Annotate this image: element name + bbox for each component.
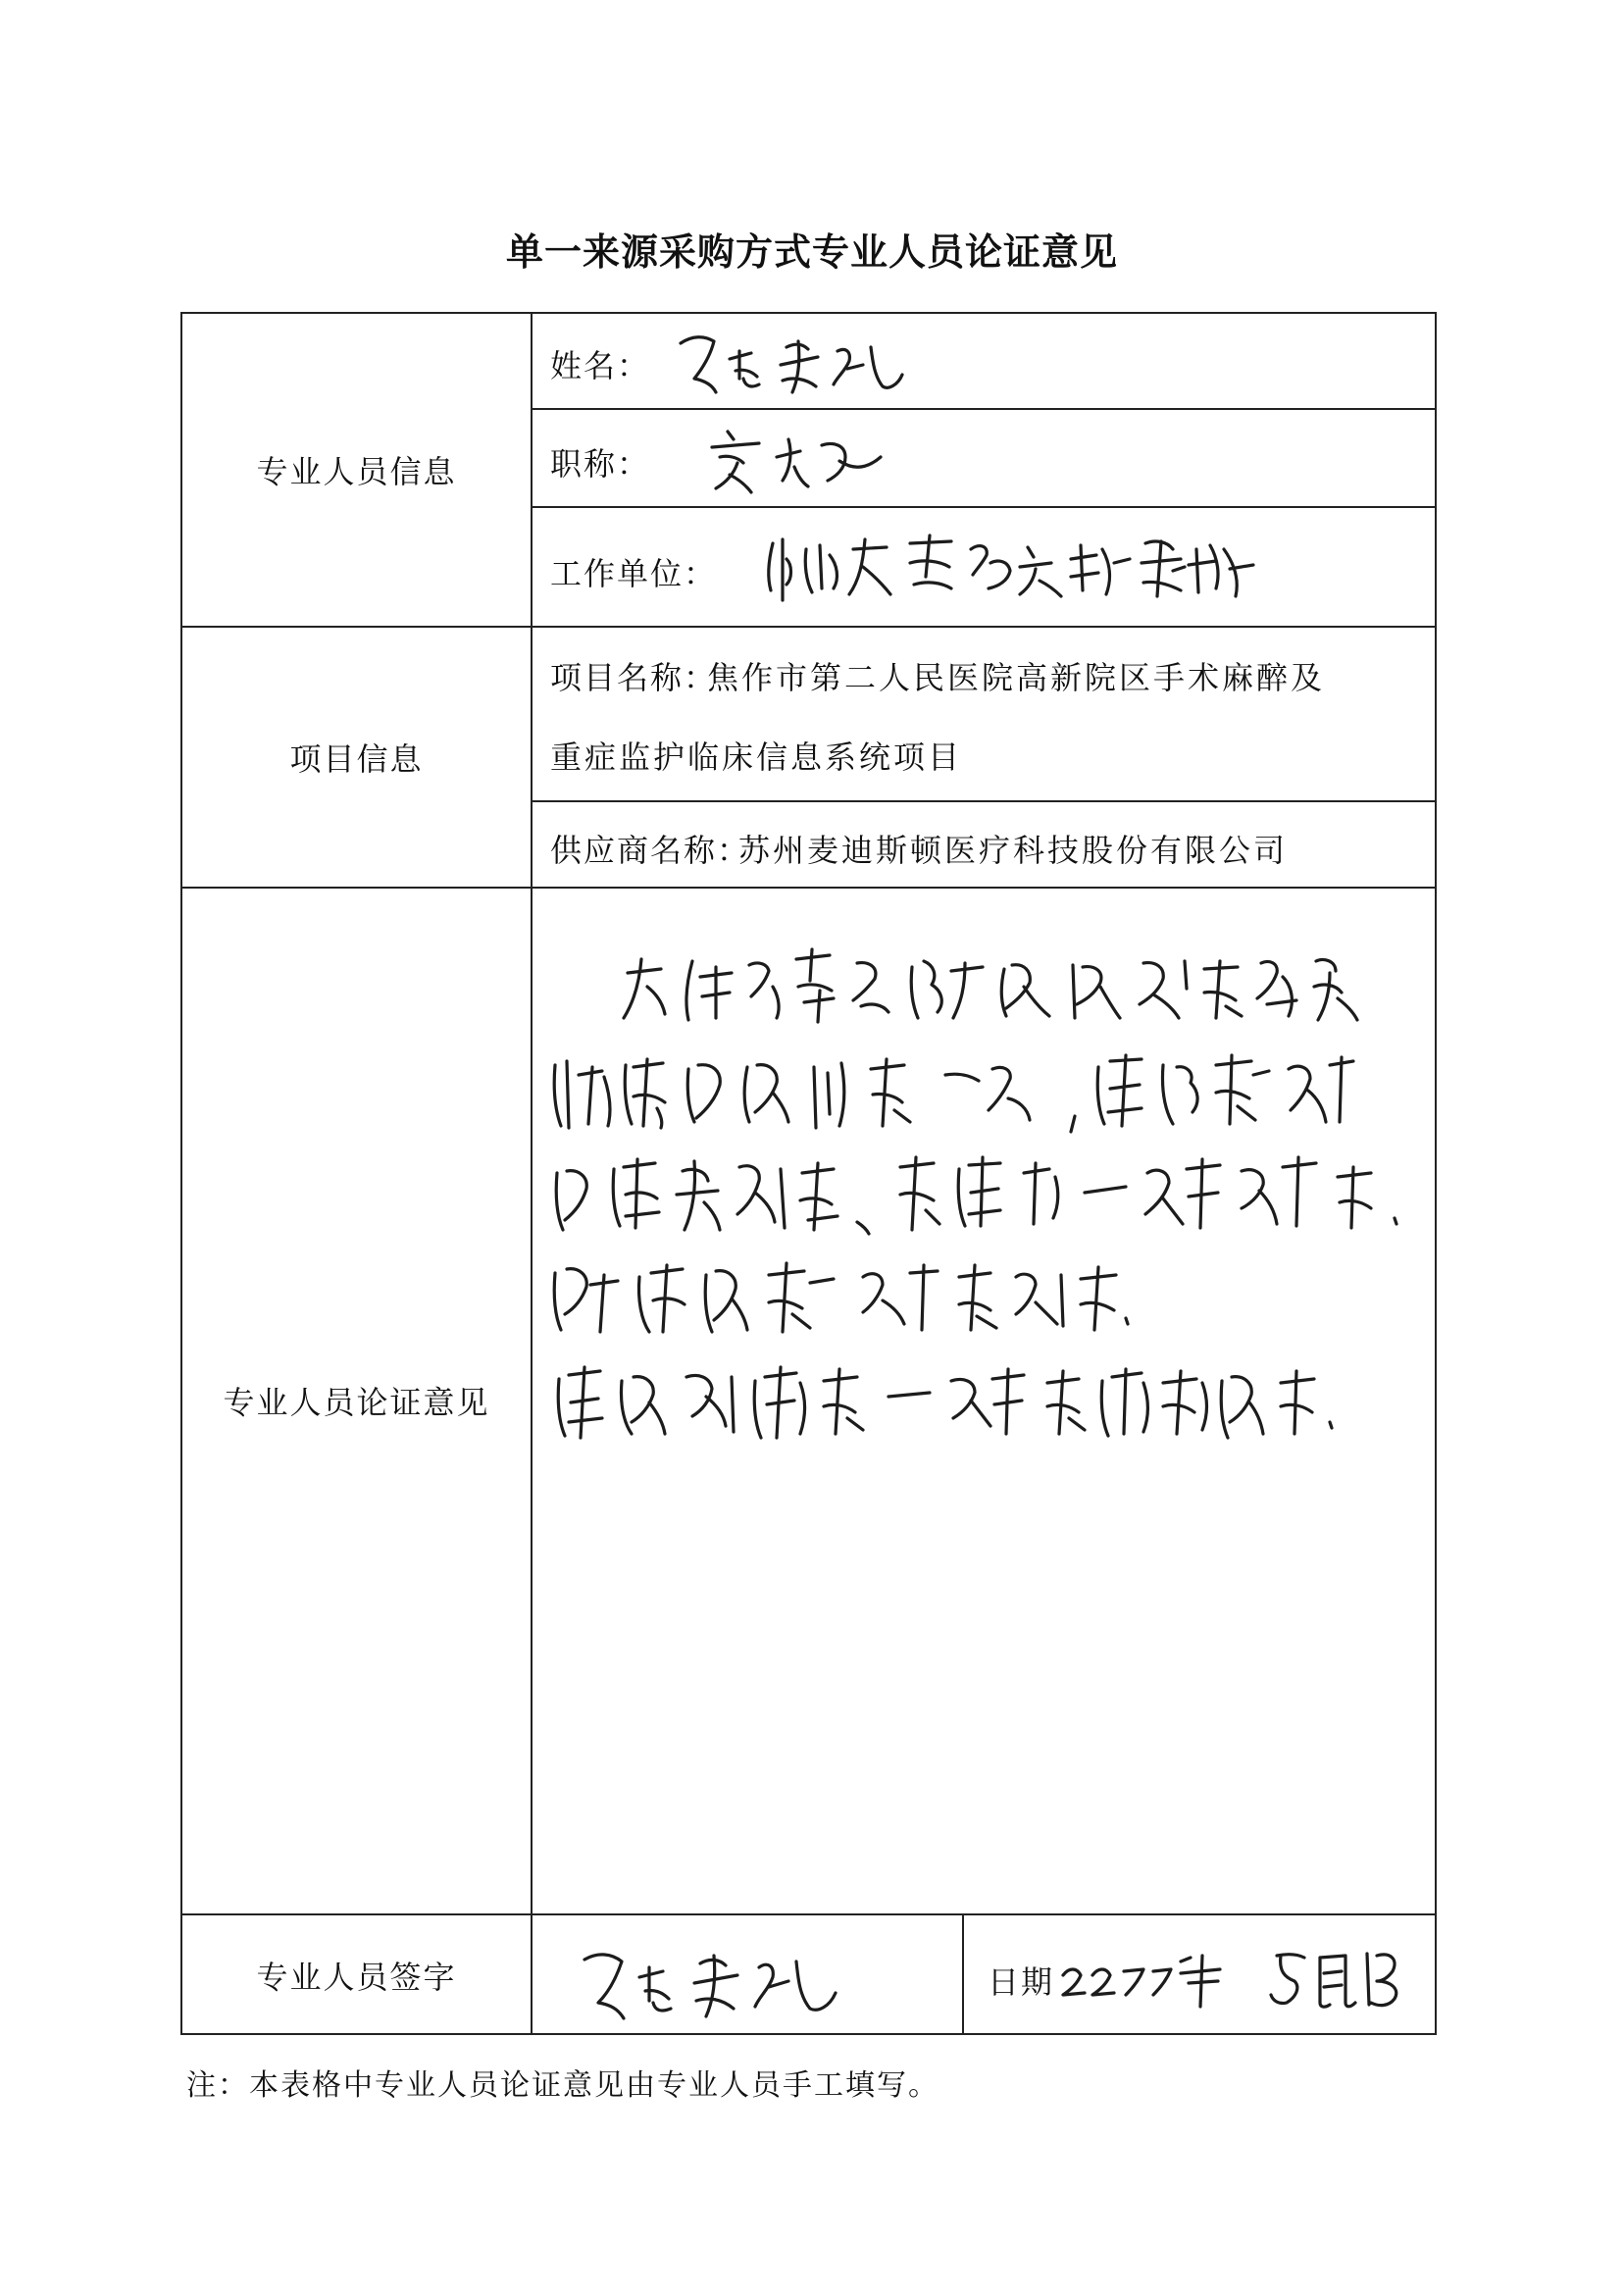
title-label: 职称： <box>550 445 651 483</box>
column-divider <box>962 1913 964 2035</box>
handwritten-title <box>698 418 894 502</box>
handwritten-signature <box>565 1932 859 2030</box>
project-name-line-2: 重症监护临床信息系统项目 <box>550 739 963 776</box>
professional-info-label: 专业人员信息 <box>256 453 457 490</box>
footnote: 注：本表格中专业人员论证意见由专业人员手工填写。 <box>186 2068 939 2103</box>
row-divider <box>532 506 1437 508</box>
signature-label: 专业人员签字 <box>256 1958 457 1996</box>
supplier-label: 供应商名称： <box>550 832 751 869</box>
handwritten-date <box>1053 1932 1426 2020</box>
document-title: 单一来源采购方式专业人员论证意见 <box>505 230 1118 274</box>
supplier-name: 苏州麦迪斯顿医疗科技股份有限公司 <box>738 832 1289 869</box>
date-label: 日期 <box>988 1963 1055 2001</box>
row-divider <box>532 408 1437 410</box>
name-label: 姓名： <box>550 347 651 384</box>
project-info-label: 项目信息 <box>289 739 424 778</box>
form-table <box>180 312 1437 2035</box>
project-name-label: 项目名称： <box>550 659 718 696</box>
row-divider <box>532 800 1437 802</box>
project-name-line-1: 焦作市第二人民医院高新院区手术麻醉及 <box>707 659 1326 696</box>
workplace-label: 工作单位： <box>550 555 718 592</box>
column-divider <box>531 314 533 2035</box>
handwritten-workplace <box>757 520 1267 618</box>
opinion-label: 专业人员论证意见 <box>223 1384 490 1421</box>
handwritten-opinion <box>539 892 1432 1903</box>
handwritten-name <box>671 322 916 400</box>
